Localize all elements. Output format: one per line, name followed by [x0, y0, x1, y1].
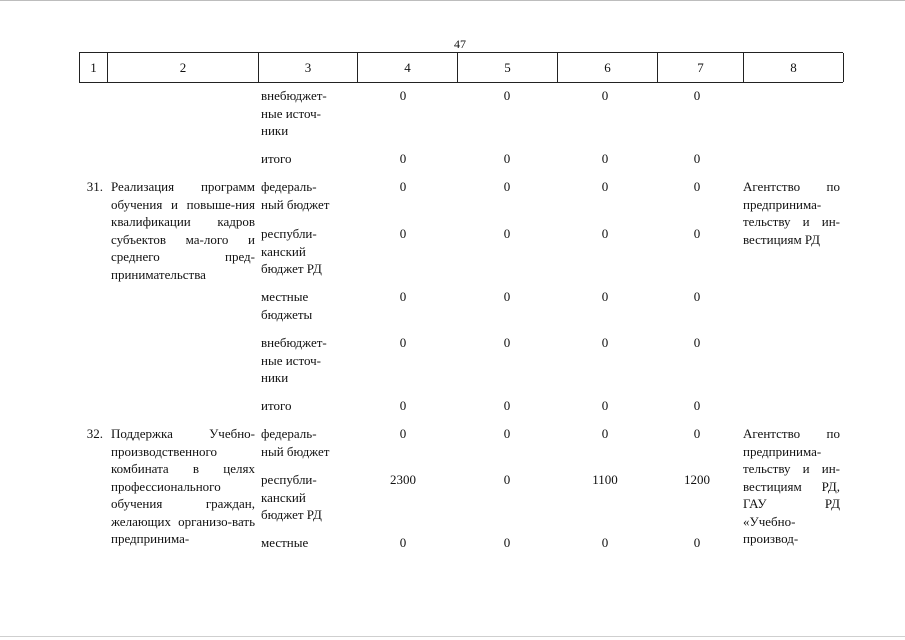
value-cell: 0 — [693, 398, 701, 413]
value-cell: 0 — [601, 398, 609, 413]
value-cell: 0 — [503, 426, 511, 441]
funding-source-cell: республи- канский бюджет РД — [261, 472, 322, 522]
value-cell: 0 — [601, 151, 609, 166]
funding-source-cell: итого — [261, 151, 292, 166]
item-number: 32. — [86, 426, 103, 441]
header-col-2: 2 — [107, 53, 258, 82]
funding-source-cell: федераль- ный бюджет — [261, 426, 330, 459]
funding-source-cell: внебюджет- ные источ- ники — [261, 335, 327, 385]
value-cell: 1200 — [684, 472, 710, 487]
value-cell: 0 — [601, 535, 609, 550]
value-cell: 0 — [693, 289, 701, 304]
funding-source-cell: местные бюджеты — [261, 289, 313, 322]
funding-source-cell: итого — [261, 398, 292, 413]
value-cell: 0 — [399, 226, 407, 241]
header-col-8: 8 — [743, 53, 844, 82]
funding-source-cell: местные — [261, 535, 309, 550]
header-col-7: 7 — [657, 53, 743, 82]
item-executor: Агентство по предпринима-тельству и ин-вестициям РД — [743, 179, 840, 247]
value-cell: 0 — [399, 426, 407, 441]
value-cell: 0 — [693, 88, 701, 103]
funding-source-cell: федераль- ный бюджет — [261, 179, 330, 212]
value-cell: 1100 — [592, 472, 618, 487]
value-cell: 0 — [693, 426, 701, 441]
value-cell: 0 — [399, 151, 407, 166]
value-cell: 0 — [601, 426, 609, 441]
page-number: 47 — [454, 37, 466, 51]
page-bottom-edge — [0, 636, 905, 638]
value-cell: 0 — [693, 535, 701, 550]
item-number: 31. — [86, 179, 103, 194]
value-cell: 0 — [503, 535, 511, 550]
value-cell: 0 — [503, 289, 511, 304]
value-cell: 0 — [693, 226, 701, 241]
header-col-3: 3 — [258, 53, 357, 82]
value-cell: 2300 — [390, 472, 416, 487]
value-cell: 0 — [601, 335, 609, 350]
value-cell: 0 — [399, 335, 407, 350]
value-cell: 0 — [503, 151, 511, 166]
value-cell: 0 — [601, 226, 609, 241]
page-top-edge — [0, 0, 905, 3]
value-cell: 0 — [503, 335, 511, 350]
value-cell: 0 — [601, 289, 609, 304]
funding-source-cell: республи- канский бюджет РД — [261, 226, 322, 276]
value-cell: 0 — [399, 398, 407, 413]
value-cell: 0 — [503, 472, 511, 487]
value-cell: 0 — [693, 335, 701, 350]
value-cell: 0 — [399, 289, 407, 304]
header-col-5: 5 — [457, 53, 557, 82]
table-header-row — [79, 52, 843, 83]
value-cell: 0 — [503, 398, 511, 413]
value-cell: 0 — [601, 179, 609, 194]
item-title: Реализация программ обучения и повыше-ния квалификации кадров субъектов ма-лого и среднего пред-принимательства — [111, 179, 255, 282]
header-col-4: 4 — [357, 53, 457, 82]
value-cell: 0 — [399, 535, 407, 550]
value-cell: 0 — [503, 88, 511, 103]
value-cell: 0 — [693, 179, 701, 194]
header-col-1: 1 — [79, 53, 107, 82]
value-cell: 0 — [503, 226, 511, 241]
header-col-6: 6 — [557, 53, 657, 82]
item-title: Поддержка Учебно-производственного комбината в целях профессионального обучения граждан, желающих организо-вать предпринима- — [111, 426, 255, 546]
value-cell: 0 — [399, 179, 407, 194]
value-cell: 0 — [693, 151, 701, 166]
item-executor: Агентство по предпринима-тельству и ин-вестициям РД, ГАУ РД «Учебно-производ- — [743, 426, 840, 546]
value-cell: 0 — [503, 179, 511, 194]
funding-source-cell: внебюджет- ные источ- ники — [261, 88, 327, 138]
value-cell: 0 — [399, 88, 407, 103]
value-cell: 0 — [601, 88, 609, 103]
